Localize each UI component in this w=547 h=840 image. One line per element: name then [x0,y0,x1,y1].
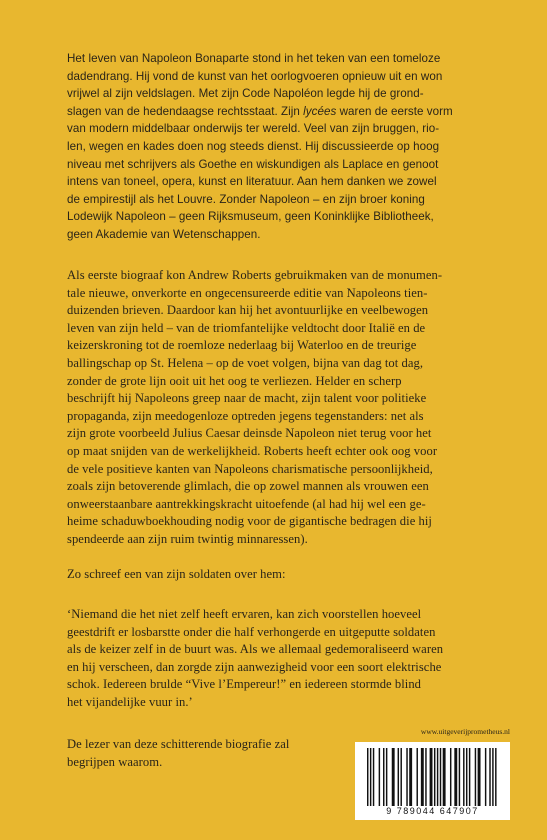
barcode-bar [379,748,380,806]
publisher-url: www.uitgeverijprometheus.nl [420,727,510,736]
text-line: ballingschap op St. Helena – op de voet volgen, bijna van dag tot dag, [67,355,424,370]
text-line: Als eerste biograaf kon Andrew Roberts gebruikmaken van de monumen- [67,268,443,282]
barcode-bar [469,748,470,806]
intro-paragraph [67,50,485,244]
barcode-bar [383,748,384,806]
text-line: duizenden brieven. Daardoor kan hij het avontuurlijke en veelbewogen [67,303,429,318]
text-line: het vijandelijke vuur in.’ [67,694,193,709]
barcode-bar [406,748,407,806]
text-line: spendeerde aan zijn ruim twintig minnaressen). [67,531,308,546]
barcode-bar [478,748,481,806]
biography-paragraph [67,267,485,549]
barcode-bar [409,748,412,806]
barcode-bar [485,748,486,806]
text-line [67,103,485,121]
barcode-bar [495,748,496,806]
text-line: Het leven van Napoleon Bonaparte stond in het teken van een tomeloze [67,52,441,65]
text-line: zoals zijn betoverende glimlach, die op zowel mannen als vrouwen een [67,479,429,494]
barcode-bar [437,748,438,806]
barcode-bar [373,748,374,806]
text-line: als de keizer zelf in de buurt was. Als we allemaal gedemoraliseerd waren [67,642,444,657]
text-line: geen Akademie van Wetenschappen. [67,227,261,241]
barcode-bar [367,748,368,806]
text-line: niveau met schrijvers als Goethe en wiskundigen als Laplace en genoot [67,157,439,171]
text-line: geestdrift er losbarstte onder die half verhongerde en uitgeputte soldaten [67,624,436,639]
barcode-bar [492,748,493,806]
barcode-bar [434,748,435,806]
barcode-bar [392,748,395,806]
text-line: zonder de grote lijn ooit uit het oog te verliezen. Helder en scherp [67,373,402,388]
barcode-bar [440,748,441,806]
text-line: leven van zijn held – van de triomfantelijke veldtocht door Italië en de [67,320,426,335]
text-line: ‘Niemand die het niet zelf heeft ervaren, kan zich voorstellen hoeveel [67,607,422,621]
barcode-bar [459,748,460,806]
text-line: dadendrang. Hij vond de kunst van het oorlogvoeren opnieuw uit en won [67,69,443,83]
text-line: vrijwel al zijn veldslagen. Met zijn Code Napoléon legde hij de grond- [67,87,424,101]
text-line: begrijpen waarom. [67,754,163,769]
text-line: len, wegen en kades doen nog steeds dienst. Hij discussieerde op hoog [67,139,440,153]
text-line: van modern middelbaar onderwijs ter wereld. Veel van zijn bruggen, rio- [67,122,440,136]
barcode-bar [489,748,490,806]
text-line: zijn grote voorbeeld Julius Caesar deinsde Napoleon niet terug voor het [67,426,432,441]
barcode-bar [475,748,476,806]
barcode-bar [421,748,424,806]
soldier-intro [67,566,485,584]
text-line: propaganda, zijn meedogenloze optreden jegens tegenstanders: net als [67,408,424,423]
barcode-bar [425,748,426,806]
text-segment: slagen van de hedendaagse rechtsstaat. Zijn [67,104,304,118]
barcode-bar [450,748,451,806]
barcode-bar [398,748,399,806]
barcode-bar [466,748,467,806]
text-line: heime schaduwboekhouding nodig voor de gigantische bedragen die hij [67,514,432,529]
text-line: beschrijft hij Napoleons greep naar de macht, zijn talent voor politieke [67,391,427,406]
barcode-bar [370,748,371,806]
text-line: op maat snijden van de werkelijkheid. Roberts heeft echter ook oog voor [67,443,438,458]
text-line: de vele positieve kanten van Napoleons charismatische persoonlijkheid, [67,461,433,476]
text-line: De lezer van deze schitterende biografie zal [67,737,290,751]
barcode-bar [443,748,446,806]
barcode-bar [386,748,387,806]
text-line: onweerstaanbare aantrekkingskracht uitoefende (al had hij wel een ge- [67,496,426,511]
text-line: Zo schreef een van zijn soldaten over hem: [67,567,286,581]
text-line: schok. Iedereen brulde “Vive l’Empereur!” en iedereen stormde blind [67,677,422,692]
text-line: intens van toneel, opera, kunst en literatuur. Aan hem danken we zowel [67,175,437,189]
text-line: de empirestijl als het Louvre. Zonder Napoleon – en zijn broer koning [67,192,425,206]
text-line: Lodewijk Napoleon – geen Rijksmuseum, geen Koninklijke Bibliotheek, [67,210,434,224]
text-line: en hij verscheen, dan zorgde zijn aanwezigheid voor een soort elektrische [67,659,442,674]
barcode-bar [400,748,401,806]
barcode-bar [430,748,433,806]
barcode-bars [363,748,502,806]
text-line: tale nieuwe, onverkorte en ongecensureerde editie van Napoleons tien- [67,285,428,300]
italic-word: lycées [303,104,337,118]
barcode-number: 9 789044 647907 [386,806,479,816]
text-segment: waren de eerste vorm [336,104,453,118]
barcode-bar [416,748,417,806]
barcode-bar [454,748,457,806]
text-line: keizerskroning tot de roemloze nederlaag bij Waterloo en de treurige [67,338,417,353]
barcode-bar [463,748,464,806]
barcode [355,742,510,820]
soldier-quote [67,606,485,712]
